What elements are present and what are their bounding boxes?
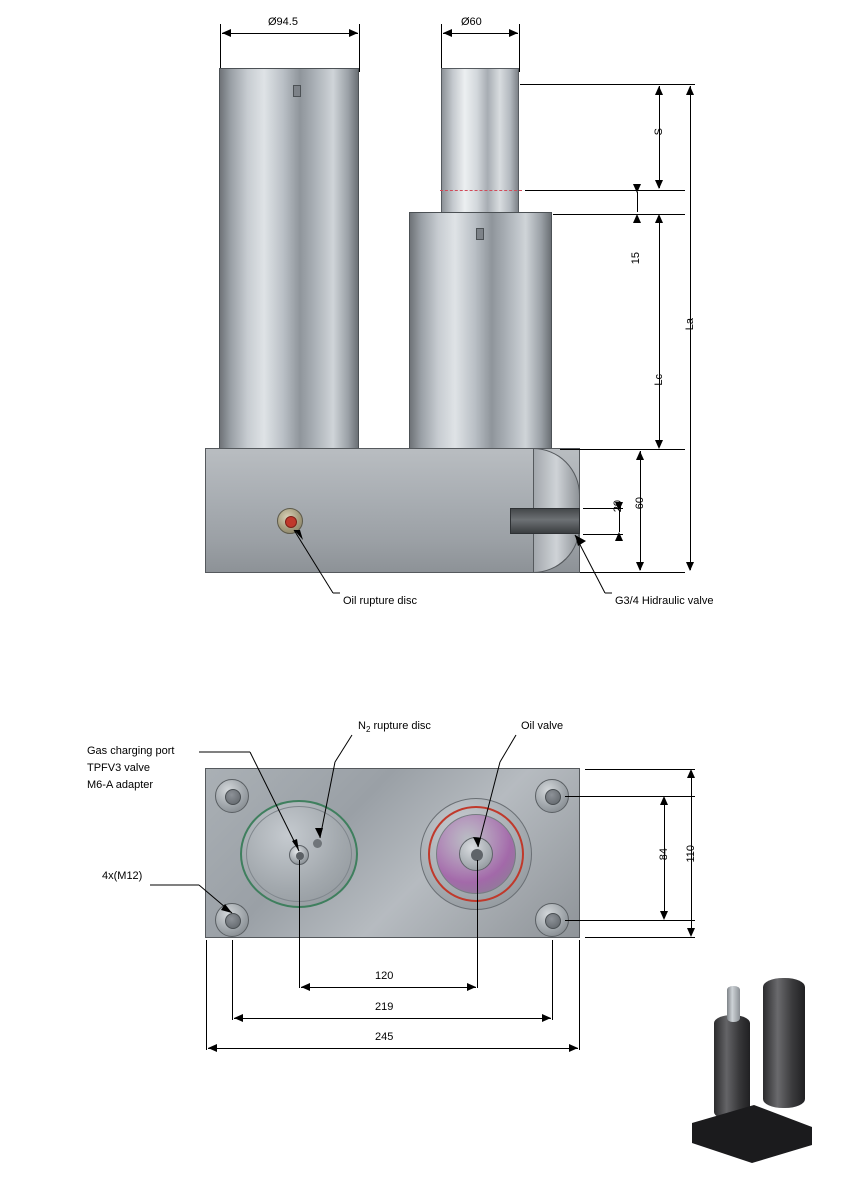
dim-label-15: 15 [630, 252, 642, 265]
arrow-rod-right [509, 29, 518, 37]
callout-gas-charging-port-line1: Gas charging port [87, 745, 175, 757]
dim-line-120 [301, 987, 476, 988]
dim-label-84: 84 [658, 848, 670, 861]
dim-line-20 [619, 510, 620, 532]
arrow-60-bottom [636, 562, 644, 571]
arrow-stroke-bottom [655, 180, 663, 189]
dim-line-245 [208, 1048, 578, 1049]
ext-line-base-bottom [580, 572, 685, 573]
right-cylinder-body [409, 212, 552, 450]
callout-bolt-holes: 4x(M12) [102, 870, 143, 882]
n2-disc-vent-hole [313, 839, 322, 848]
ext-line-left-cyl-b [359, 24, 360, 72]
ext-line-120-right [477, 860, 478, 988]
arrow-15-top [633, 184, 641, 193]
callout-gas-charging-port-line3: M6-A adapter [87, 779, 154, 791]
callout-gas-charging-port-line2: TPFV3 valve [87, 762, 150, 774]
bolt-hole-bottom-right [535, 903, 569, 937]
ext-line-110-bottom [585, 937, 695, 938]
dim-label-la: La [684, 318, 696, 331]
dim-label-60: 60 [634, 497, 646, 510]
arrow-la-top [686, 86, 694, 95]
dim-line-15 [637, 192, 638, 212]
ext-line-120-left [299, 860, 300, 988]
arrow-left-cyl-left [222, 29, 231, 37]
bolt-hole-bottom-left [215, 903, 249, 937]
arrow-219-right [542, 1014, 551, 1022]
dim-line-219 [234, 1018, 551, 1019]
ext-line-base-top [560, 449, 685, 450]
callout-n2-subscript: 2 [365, 725, 371, 735]
hydraulic-port-bore [510, 508, 580, 534]
callout-oil-rupture-disc: Oil rupture disc [343, 595, 417, 607]
dim-label-20: 20 [612, 500, 624, 513]
bolt-hole-top-left [215, 779, 249, 813]
arrow-rod-left [443, 29, 452, 37]
dim-label-dia-rod: Ø60 [461, 16, 482, 28]
arrow-lc-top [655, 214, 663, 223]
arrow-110-bottom [687, 928, 695, 937]
arrow-245-left [208, 1044, 217, 1052]
callout-oil-valve: Oil valve [521, 720, 564, 732]
ext-line-84-bottom [565, 920, 695, 921]
ext-line-219-right [552, 940, 553, 1020]
left-cylinder-notch [293, 85, 301, 97]
dim-label-219: 219 [375, 1001, 394, 1013]
arrow-left-cyl-right [349, 29, 358, 37]
ext-line-245-right [579, 940, 580, 1050]
arrow-84-top [660, 796, 668, 805]
dim-line-lc [659, 216, 660, 447]
arrow-245-right [569, 1044, 578, 1052]
arrow-219-left [234, 1014, 243, 1022]
ext-line-rod-a [441, 24, 442, 72]
ext-line-rod-top [520, 84, 695, 85]
iso-piston-rod [727, 986, 740, 1022]
ext-line-110-top [585, 769, 695, 770]
ext-line-245-left [206, 940, 207, 1050]
callout-hydraulic-valve: G3/4 Hidraulic valve [615, 595, 714, 607]
dim-label-120: 120 [375, 970, 394, 982]
ext-line-left-cyl-a [220, 24, 221, 72]
dim-label-dia-left-cylinder: Ø94.5 [268, 16, 298, 28]
oil-rupture-disc-front [277, 508, 303, 534]
ext-line-stroke-bottom [525, 190, 685, 191]
dim-label-lc: Lc [653, 374, 665, 386]
ext-line-84-top [565, 796, 695, 797]
callout-n2-rupture-disc [358, 720, 431, 734]
callout-n2-prefix: N [358, 720, 366, 732]
arrow-120-right [467, 983, 476, 991]
stroke-reference-dashed-line [440, 190, 522, 191]
dim-label-110: 110 [685, 845, 697, 863]
arrow-120-left [301, 983, 310, 991]
arrow-stroke-top [655, 86, 663, 95]
iso-base-block [692, 1105, 812, 1163]
arrow-84-bottom [660, 911, 668, 920]
iso-small-cylinder [714, 1015, 750, 1120]
arrow-60-top [636, 451, 644, 460]
ext-line-rod-b [519, 24, 520, 72]
left-cylinder-body [219, 68, 359, 450]
dim-label-245: 245 [375, 1031, 394, 1043]
iso-large-cylinder [763, 978, 805, 1108]
ext-line-219-left [232, 940, 233, 1020]
arrow-20-bottom [615, 532, 623, 541]
dim-line-left-cyl [222, 33, 358, 34]
arrow-110-top [687, 769, 695, 778]
dim-label-stroke: S [653, 128, 665, 136]
arrow-15-bottom [633, 214, 641, 223]
dim-line-rod [443, 33, 518, 34]
arrow-lc-bottom [655, 440, 663, 449]
callout-n2-suffix: rupture disc [370, 720, 431, 732]
piston-rod [441, 68, 519, 216]
dim-line-stroke [659, 86, 660, 188]
ext-line-rod-shoulder [553, 214, 685, 215]
bolt-hole-top-right [535, 779, 569, 813]
dim-line-60 [640, 451, 641, 570]
arrow-la-bottom [686, 562, 694, 571]
oil-valve-fitting [459, 837, 493, 871]
right-cylinder-notch [476, 228, 484, 240]
